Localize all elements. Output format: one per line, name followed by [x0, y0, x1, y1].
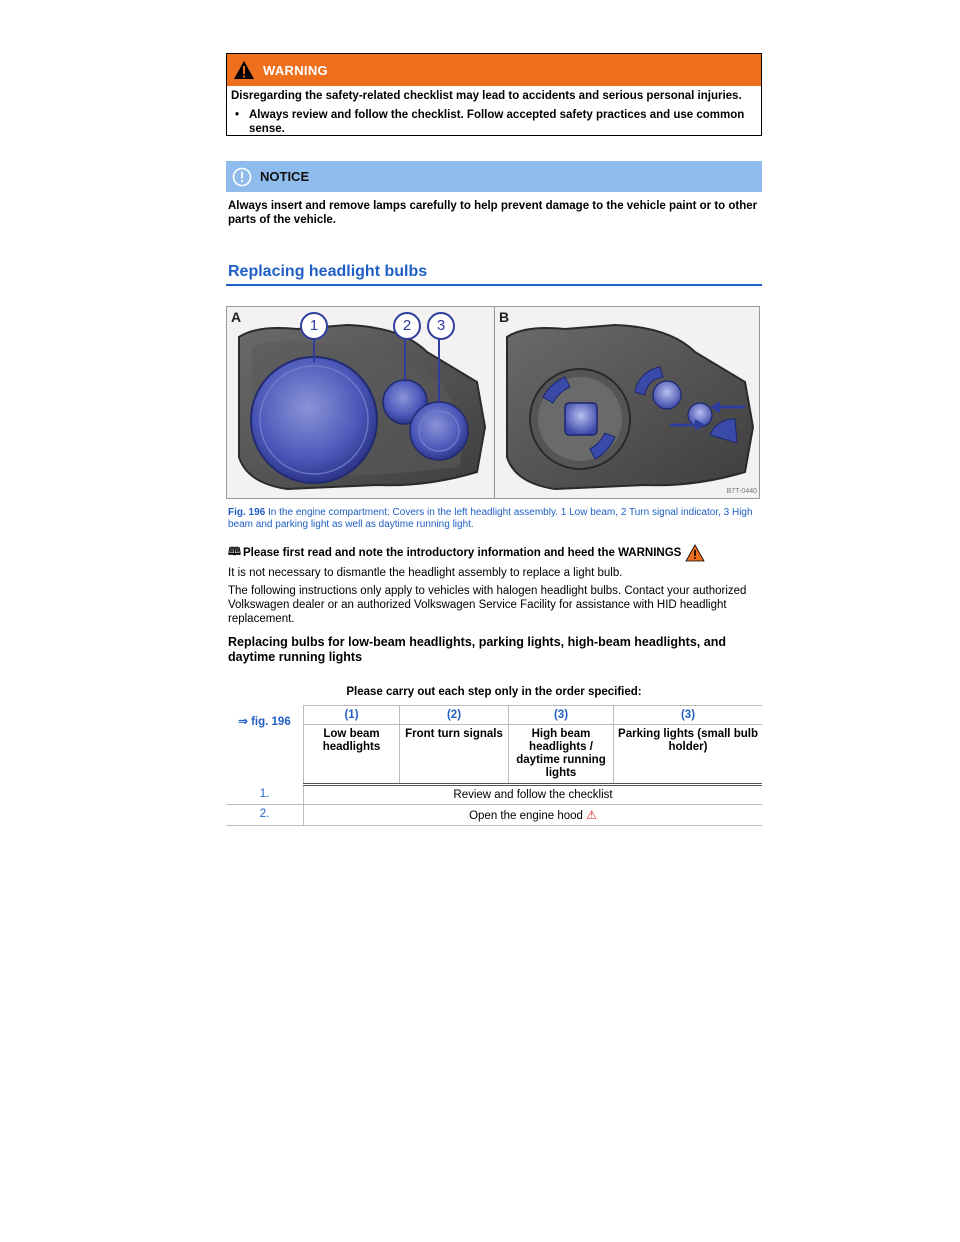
- warning-triangle-icon: [685, 544, 705, 562]
- read-note: [228, 543, 705, 562]
- warning-title: WARNING: [263, 62, 328, 78]
- bullet-icon: •: [235, 109, 240, 121]
- column-number: (1): [304, 706, 400, 725]
- panel-label-a: A: [231, 309, 242, 325]
- figure-code: B7T-0440: [726, 488, 757, 495]
- warning-bullet-text: Always review and follow the checklist. Follow accepted safety practices and use common sense.: [249, 109, 745, 135]
- column-number: (3): [509, 706, 614, 725]
- table-row: [226, 785, 762, 805]
- section-divider: [226, 284, 762, 286]
- figure-link[interactable]: ⇒ fig. 196: [238, 715, 291, 728]
- step-number: 2.: [226, 805, 304, 826]
- warning-bullet: [231, 108, 757, 136]
- step-cell: [304, 805, 763, 826]
- read-note-text: Please first read and note the introductory information and heed the WARNINGS: [242, 546, 682, 559]
- paragraph-dismantle: It is not necessary to dismantle the headlight assembly to replace a light bulb.: [228, 567, 623, 579]
- table-row: [226, 805, 762, 826]
- subsection-title: Replacing bulbs for low-beam headlights, parking lights, high-beam headlights, and daytime running lights: [228, 635, 726, 664]
- warning-body: [227, 86, 761, 136]
- warning-box: [226, 53, 762, 136]
- exclamation-circle-icon: [232, 167, 252, 187]
- panel-label-b: B: [499, 309, 510, 325]
- callout-3: 3: [427, 312, 455, 340]
- column-description: High beam headlights / daytime running lights: [509, 725, 614, 785]
- callout-1: 1: [300, 312, 328, 340]
- notice-header: [226, 161, 762, 192]
- figure-196: [226, 306, 760, 499]
- figure-panel-a: [227, 307, 493, 498]
- warning-text: Disregarding the safety-related checklist may lead to accidents and serious personal injuries.: [231, 90, 742, 102]
- figure-caption-text: In the engine compartment: Covers in the left headlight assembly. 1 Low beam, 2 Turn signal indicator, 3 High beam and parking light as well as daytime running light.: [228, 507, 753, 530]
- warning-header: [227, 54, 761, 86]
- table-caption: Please carry out each step only in the order specified:: [346, 686, 642, 698]
- warning-link-icon[interactable]: ⚠: [586, 808, 597, 822]
- book-icon: 🕮: [228, 546, 241, 558]
- table-header-row: [226, 706, 762, 725]
- column-description: Front turn signals: [400, 725, 509, 785]
- warning-icon: [233, 60, 255, 80]
- callout-2: 2: [393, 312, 421, 340]
- step-text: Review and follow the checklist: [304, 785, 763, 805]
- step-number: 1.: [226, 785, 304, 805]
- column-description: Low beam headlights: [304, 725, 400, 785]
- figure-caption: [228, 507, 758, 531]
- figure-caption-label: Fig. 196: [228, 507, 266, 518]
- column-number: (2): [400, 706, 509, 725]
- column-number: (3): [614, 706, 763, 725]
- table-header-desc-row: [226, 725, 762, 785]
- headlight-bulb-rotation-illustration: [495, 307, 760, 498]
- section-title: Replacing headlight bulbs: [228, 263, 428, 280]
- notice-text: Always insert and remove lamps carefully to help prevent damage to the vehicle paint or to other parts of the vehicle.: [228, 200, 758, 226]
- figure-panel-b: [494, 307, 760, 498]
- notice-title: NOTICE: [260, 169, 310, 184]
- headlight-covers-illustration: [227, 307, 493, 498]
- steps-table: [226, 705, 762, 826]
- step-text: Open the engine hood: [469, 810, 583, 822]
- paragraph-halogen: The following instructions only apply to vehicles with halogen headlight bulbs. Contact your authorized Volkswagen dealer or an authorized Volkswagen Service Facility for assistance with HID headlight replacement.: [228, 585, 747, 625]
- column-description: Parking lights (small bulb holder): [614, 725, 763, 785]
